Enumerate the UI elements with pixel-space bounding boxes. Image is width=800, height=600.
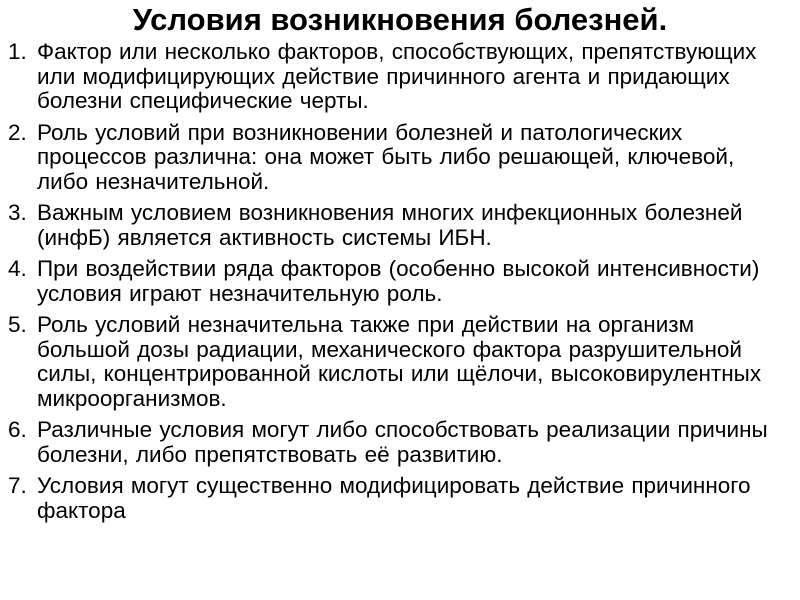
- list-item-text: Роль условий незначительна также при действии на организм большой дозы радиации, механического фактора разрушительной силы, концентрированной кислоты или щёлочи, высоковирулентных микроорганизмов.: [37, 312, 762, 411]
- list-item: [8, 474, 792, 523]
- list-item-text: Различные условия могут либо способствовать реализации причины болезни, либо препятствовать её развитию.: [37, 417, 768, 467]
- slide-title: Условия возникновения болезней.: [132, 2, 668, 37]
- list-item-number: 1.: [8, 39, 27, 64]
- list-item-text: Условия могут существенно модифицировать действие причинного фактора: [37, 473, 751, 523]
- list-item-text: Фактор или несколько факторов, способствующих, препятствующих или модифицирующих действие причинного агента и придающих болезни специфические черты.: [37, 39, 757, 113]
- list-item: [8, 418, 792, 467]
- list-item: [8, 40, 792, 114]
- list-item: [8, 257, 792, 306]
- list-item-number: 5.: [8, 312, 27, 337]
- points-list: [8, 40, 792, 530]
- list-item-number: 3.: [8, 200, 27, 225]
- list-item-number: 7.: [8, 473, 27, 498]
- list-item: [8, 313, 792, 411]
- list-item-number: 6.: [8, 417, 27, 442]
- list-item-text: При воздействии ряда факторов (особенно высокой интенсивности) условия играют незначительную роль.: [37, 256, 760, 306]
- list-item: [8, 121, 792, 195]
- list-item: [8, 201, 792, 250]
- list-item-text: Важным условием возникновения многих инфекционных болезней (инфБ) является активность системы ИБН.: [37, 200, 743, 250]
- list-item-number: 2.: [8, 119, 27, 145]
- list-item-number: 4.: [8, 256, 27, 281]
- list-item-text: Роль условий при возникновении болезней и патологических процессов различна: она может быть либо решающей, ключевой, либо незначительной.: [37, 119, 735, 194]
